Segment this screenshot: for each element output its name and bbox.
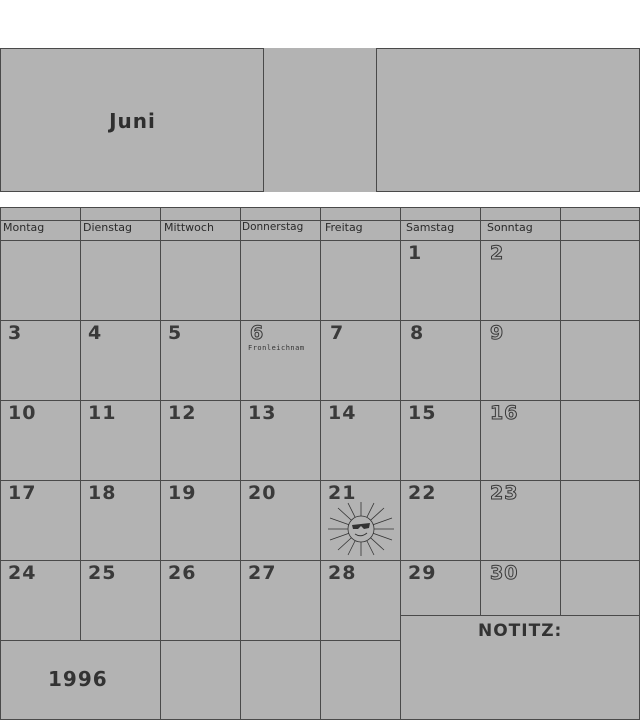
grid-line	[80, 207, 81, 640]
day-number: 10	[8, 402, 37, 424]
day-number: 25	[88, 562, 117, 584]
weekday-header: Freitag	[325, 221, 363, 234]
day-number: 3	[8, 322, 23, 344]
year-label: 1996	[48, 667, 108, 691]
sun-with-sunglasses-icon	[326, 500, 396, 558]
day-number: 30	[490, 562, 519, 584]
month-header-box	[0, 48, 264, 192]
day-number: 23	[490, 482, 519, 504]
day-number: 12	[168, 402, 197, 424]
weekday-header: Dienstag	[83, 221, 133, 234]
day-number: 20	[248, 482, 277, 504]
day-number: 15	[408, 402, 437, 424]
weekday-header: Sonntag	[487, 221, 533, 234]
day-number: 19	[168, 482, 197, 504]
grid-line	[400, 615, 640, 616]
day-number: 5	[168, 322, 183, 344]
gap-strip	[0, 192, 640, 207]
grid-line	[480, 207, 481, 615]
grid-line	[160, 207, 161, 720]
day-number: 22	[408, 482, 437, 504]
grid-line	[320, 207, 321, 720]
grid-line	[0, 207, 1, 720]
grid-line	[400, 207, 401, 720]
day-number: 9	[490, 322, 505, 344]
day-number: 2	[490, 242, 505, 264]
grid-line	[240, 207, 241, 720]
day-number: 7	[330, 322, 345, 344]
day-number: 14	[328, 402, 357, 424]
day-number: 17	[8, 482, 37, 504]
day-number: 21	[328, 482, 357, 504]
weekday-header: Samstag	[406, 221, 455, 234]
day-number: 16	[490, 402, 519, 424]
day-number: 6	[250, 322, 265, 344]
header-spacer	[264, 48, 376, 192]
month-title: Juni	[109, 108, 156, 133]
grid-line	[0, 640, 400, 641]
day-number: 4	[88, 322, 103, 344]
day-number: 27	[248, 562, 277, 584]
day-number: 28	[328, 562, 357, 584]
day-number: 8	[410, 322, 425, 344]
holiday-label: Fronleichnam	[248, 344, 305, 352]
image-placeholder-box	[376, 48, 640, 192]
day-number: 13	[248, 402, 277, 424]
grid-line	[560, 207, 561, 615]
day-number: 29	[408, 562, 437, 584]
day-number: 24	[8, 562, 37, 584]
weekday-header: Mittwoch	[164, 221, 214, 234]
weekday-header: Montag	[3, 221, 45, 234]
day-number: 1	[408, 242, 423, 264]
day-number: 11	[88, 402, 117, 424]
day-number: 26	[168, 562, 197, 584]
day-number: 18	[88, 482, 117, 504]
notes-label: NOTITZ:	[478, 621, 563, 641]
weekday-header: Donnerstag	[242, 221, 304, 233]
